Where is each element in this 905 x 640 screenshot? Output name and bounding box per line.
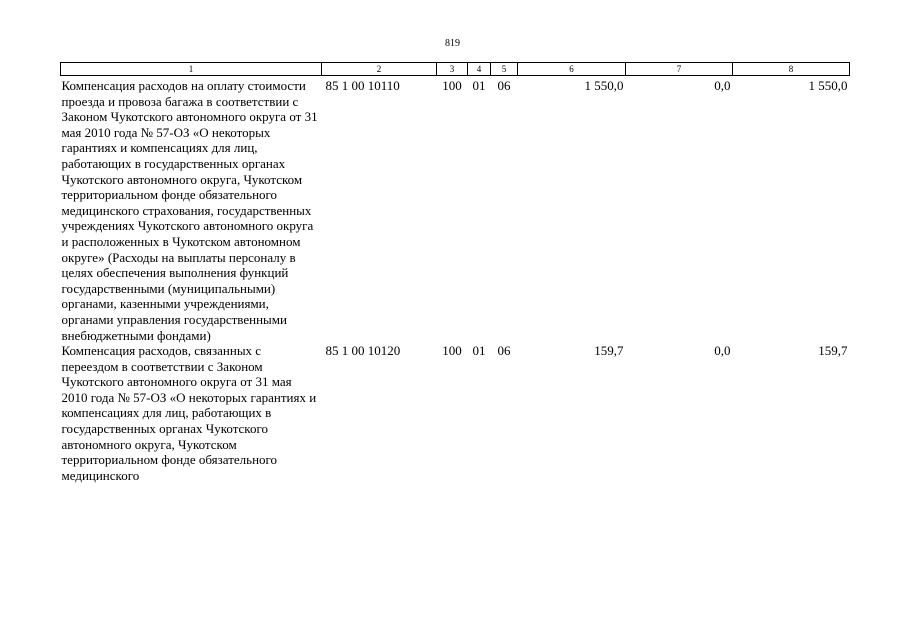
column-header: 2: [322, 63, 437, 76]
column-header: 8: [733, 63, 850, 76]
page-number: 819: [445, 38, 460, 49]
subsection-code: 06: [497, 78, 511, 93]
column-header: 7: [626, 63, 733, 76]
expense-type-code: 100: [442, 343, 462, 359]
expense-name: Компенсация расходов на оплату стоимости проезда и провоза багажа в соответствии с Законом Чукотского автономного округа от 31 мая 2010 года № 57-ОЗ «О некоторых гарантиях и компенсациях для лиц, работающих в государственных органах Чукотского автономного округа, Чукотском территориальном фонде обязательного медицинского страхования, государственных учреждениях Чукотского автономного округа и расположенных в Чукотском автономном округе» (Расходы на выплаты персоналу в целях обеспечения выполнения функций государственными (муниципальными) органами, казенными учреждениями, органами управления государственными внебюджетными фондами): [61, 78, 318, 343]
table-row: [61, 343, 850, 483]
expense-type-code: 100: [442, 78, 462, 93]
amount-col6: 1 550,0: [584, 78, 624, 93]
amount-col7: 0,0: [714, 343, 731, 359]
section-code: 01: [472, 78, 486, 93]
expense-name: Компенсация расходов, связанных с переездом в соответствии с Законом Чукотского автономного округа от 31 мая 2010 года № 57-ОЗ «О некоторых гарантиях и компенсациях для лиц, работающих в государственных органах Чукотского автономного округа, Чукотском территориальном фонде обязательного медицинского: [61, 343, 317, 483]
column-header: 3: [437, 63, 468, 76]
column-header: 4: [468, 63, 491, 76]
section-code: 01: [472, 343, 486, 359]
subsection-code: 06: [497, 343, 511, 359]
column-header: 6: [518, 63, 626, 76]
budget-table: [60, 62, 850, 483]
column-header: 1: [61, 63, 322, 76]
target-article-code: 85 1 00 10110: [325, 78, 400, 93]
amount-col8: 1 550,0: [808, 78, 848, 93]
amount-col8: 159,7: [818, 343, 848, 359]
column-number-row: [61, 63, 850, 76]
table-row: [61, 76, 850, 344]
column-header: 5: [491, 63, 518, 76]
amount-col7: 0,0: [714, 78, 731, 93]
target-article-code: 85 1 00 10120: [325, 343, 401, 359]
amount-col6: 159,7: [594, 343, 624, 359]
